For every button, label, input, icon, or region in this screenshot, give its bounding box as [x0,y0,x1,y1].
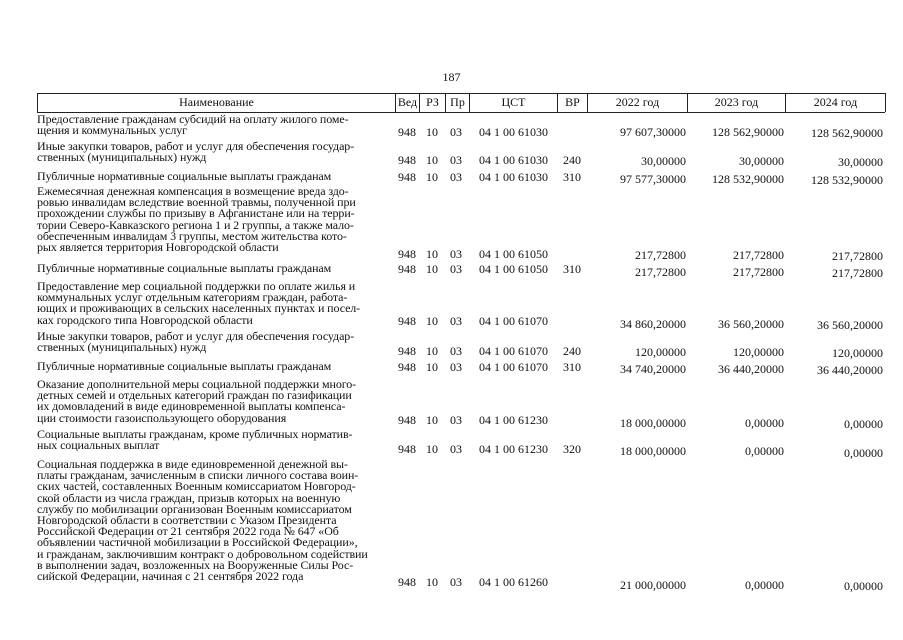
row-2024: 36 560,20000 [817,318,883,332]
row-rz: 10 [426,575,438,589]
row-rz: 10 [426,314,438,328]
row-name: Иные закупки товаров, работ и услуг для обеспечения государ- ственных (муниципальных) нужд [37,139,355,165]
row-rz: 10 [426,344,438,358]
row-ved: 948 [398,442,416,456]
header-cst: ЦСТ [470,93,558,112]
row-name: Ежемесячная денежная компенсация в возмещение вреда здо- ровью инвалидам вследствие военной травмы, полученной при прохождении службы по призыву в Афганистане или на терри- тории Северо-Кавказского региона 1 и 2 группы, а также мало- обеспеченным инвалидам 3 группы, местом жительства кото- рых является территория Новгородской области [37,184,356,255]
row-2023: 217,72800 [733,265,784,279]
header-top-border [37,93,885,94]
row-2022: 30,00000 [641,154,686,168]
row-cst: 04 1 00 61050 [479,262,548,276]
row-ved: 948 [398,170,416,184]
row-rz: 10 [426,413,438,427]
table-header [37,93,885,113]
row-name: Предоставление гражданам субсидий на оплату жилого поме- щения и коммунальных услуг [37,112,349,138]
row-2023: 0,00000 [745,578,784,592]
header-name: Наименование [38,93,396,112]
row-2022: 217,72800 [635,248,686,262]
row-pr: 03 [450,247,462,261]
row-2022: 217,72800 [635,265,686,279]
row-rz: 10 [426,247,438,261]
row-name: Публичные нормативные социальные выплаты гражданам [37,261,332,275]
row-2024: 30,00000 [838,155,883,169]
header-2023: 2023 год [688,93,786,112]
row-cst: 04 1 00 61070 [479,360,548,374]
row-2023: 36 440,20000 [718,362,784,376]
row-rz: 10 [426,153,438,167]
row-pr: 03 [450,360,462,374]
header-ved: Вед [396,93,420,112]
row-cst: 04 1 00 61030 [479,170,548,184]
row-2022: 97 607,30000 [620,125,686,139]
row-pr: 03 [450,170,462,184]
row-cst: 04 1 00 61070 [479,314,548,328]
row-2023: 0,00000 [745,444,784,458]
row-rz: 10 [426,170,438,184]
header-rz: РЗ [420,93,446,112]
row-2024: 0,00000 [844,579,883,593]
row-name: Социальная поддержка в виде единовременной денежной вы- платы гражданам, зачисленным в списки личного состава воин- ских частей, составленных Военным комиссариатом Новгород- ской области из числа граждан, призыв которых на военную службу по мобилизации организован Военным комиссариатом Новгородской области в соответствии с Указом Президента Российской Федерации от 21 сентября 2022 года № 647 «Об объявлении частичной мобилизации в Российской Федерации», и гражданам, заключившим контракт о добровольном содействии в выполнении задач, возложенных на Вооруженные Силы Рос- сийской Федерации, начиная с 21 сентября 2022 года [37,457,368,584]
row-cst: 04 1 00 61030 [479,153,548,167]
row-cst: 04 1 00 61230 [479,442,548,456]
row-pr: 03 [450,262,462,276]
row-2024: 217,72800 [832,249,883,263]
row-2023: 217,72800 [733,248,784,262]
row-rz: 10 [426,262,438,276]
row-name: Предоставление мер социальной поддержки по оплате жилья и коммунальных услуг отдельным категориям граждан, работа- ющих и проживающих в сельских населенных пунктах и посел- ках городского типа Новгородской области [37,279,361,327]
row-ved: 948 [398,413,416,427]
row-2022: 97 577,30000 [620,172,686,186]
row-2023: 36 560,20000 [718,317,784,331]
row-2024: 120,00000 [832,346,883,360]
row-2024: 217,72800 [832,266,883,280]
row-2024: 36 440,20000 [817,363,883,377]
row-2023: 128 562,90000 [712,125,784,139]
row-2022: 34 860,20000 [620,317,686,331]
row-name: Публичные нормативные социальные выплаты гражданам [37,169,332,183]
row-vr: 240 [563,344,581,358]
row-pr: 03 [450,442,462,456]
row-2022: 120,00000 [635,345,686,359]
row-ved: 948 [398,314,416,328]
header-vr: ВР [558,93,588,112]
header-2024: 2024 год [786,93,886,112]
row-pr: 03 [450,575,462,589]
row-2022: 21 000,00000 [620,578,686,592]
row-ved: 948 [398,360,416,374]
row-pr: 03 [450,413,462,427]
row-2024: 128 532,90000 [811,173,883,187]
row-name: Иные закупки товаров, работ и услуг для обеспечения государ- ственных (муниципальных) нужд [37,329,355,355]
row-vr: 320 [563,442,581,456]
row-vr: 240 [563,153,581,167]
row-2024: 0,00000 [844,446,883,460]
row-pr: 03 [450,125,462,139]
header-pr: Пр [446,93,470,112]
row-name: Оказание дополнительной меры социальной поддержки много- детных семей и отдельных категорий граждан по газификации их домовладений в виде единовременной выплаты компенса- ции стоимости газоиспользующего оборудования [37,377,357,425]
page-number: 187 [442,70,461,84]
row-2022: 18 000,00000 [620,416,686,430]
row-ved: 948 [398,125,416,139]
row-ved: 948 [398,153,416,167]
row-name: Публичные нормативные социальные выплаты гражданам [37,359,332,373]
row-rz: 10 [426,442,438,456]
row-cst: 04 1 00 61050 [479,247,548,261]
row-name: Социальные выплаты гражданам, кроме публичных норматив- ных социальных выплат [37,427,353,453]
row-ved: 948 [398,262,416,276]
row-ved: 948 [398,247,416,261]
row-2023: 120,00000 [733,345,784,359]
header-2022: 2022 год [588,93,688,112]
row-cst: 04 1 00 61070 [479,344,548,358]
row-2022: 34 740,20000 [620,362,686,376]
row-cst: 04 1 00 61030 [479,125,548,139]
row-rz: 10 [426,125,438,139]
row-pr: 03 [450,344,462,358]
row-ved: 948 [398,575,416,589]
row-2023: 128 532,90000 [712,172,784,186]
row-rz: 10 [426,360,438,374]
row-2023: 0,00000 [745,416,784,430]
row-vr: 310 [563,170,581,184]
row-cst: 04 1 00 61260 [479,575,548,589]
row-pr: 03 [450,153,462,167]
row-pr: 03 [450,314,462,328]
row-2024: 0,00000 [844,417,883,431]
row-vr: 310 [563,360,581,374]
row-2024: 128 562,90000 [811,126,883,140]
row-ved: 948 [398,344,416,358]
row-vr: 310 [563,262,581,276]
row-cst: 04 1 00 61230 [479,413,548,427]
row-2022: 18 000,00000 [620,444,686,458]
row-2023: 30,00000 [739,154,784,168]
